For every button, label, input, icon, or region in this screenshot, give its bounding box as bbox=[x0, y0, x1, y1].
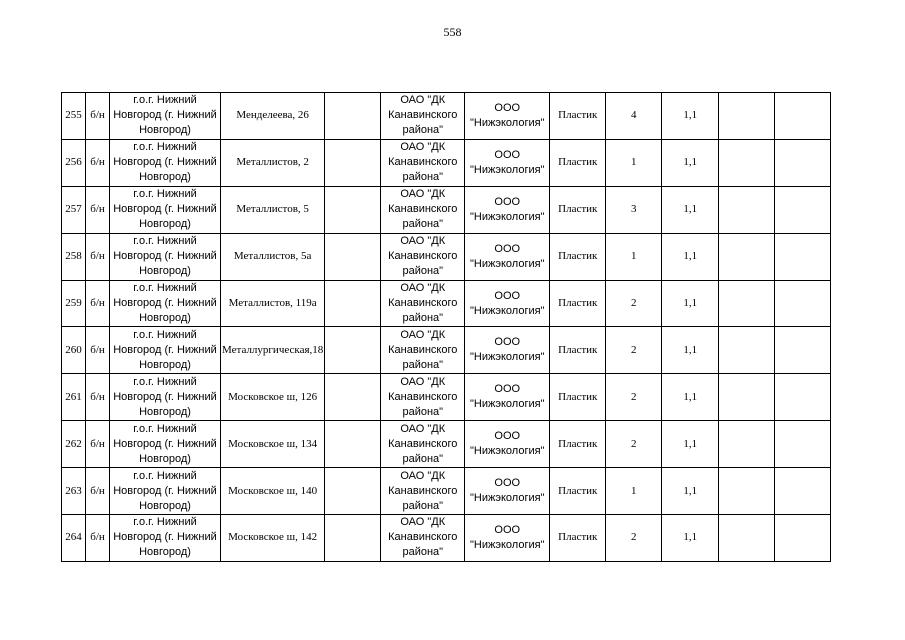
operator-cell: ООО "Нижэкология" bbox=[465, 515, 550, 562]
container-count-cell: 1 bbox=[606, 139, 662, 186]
material-cell: Пластик bbox=[550, 186, 606, 233]
row-code-cell: б/н bbox=[86, 327, 110, 374]
empty-cell bbox=[325, 327, 381, 374]
street-address-cell: Металлистов, 2 bbox=[221, 139, 325, 186]
operator-cell: ООО "Нижэкология" bbox=[465, 280, 550, 327]
volume-cell: 1,1 bbox=[662, 280, 719, 327]
operator-cell: ООО "Нижэкология" bbox=[465, 93, 550, 140]
row-number-cell: 260 bbox=[62, 327, 86, 374]
locality-cell: г.о.г. Нижний Новгород (г. Нижний Новгород) bbox=[110, 468, 221, 515]
container-count-cell: 2 bbox=[606, 327, 662, 374]
table-body bbox=[62, 93, 831, 562]
container-count-cell: 2 bbox=[606, 421, 662, 468]
empty-cell bbox=[775, 233, 831, 280]
locality-cell: г.о.г. Нижний Новгород (г. Нижний Новгород) bbox=[110, 327, 221, 374]
table-row bbox=[62, 233, 831, 280]
container-count-cell: 2 bbox=[606, 374, 662, 421]
empty-cell bbox=[775, 374, 831, 421]
empty-cell bbox=[719, 233, 775, 280]
empty-cell bbox=[325, 186, 381, 233]
container-count-cell: 4 bbox=[606, 93, 662, 140]
empty-cell bbox=[325, 468, 381, 515]
empty-cell bbox=[325, 421, 381, 468]
street-address-cell: Металлистов, 5 bbox=[221, 186, 325, 233]
empty-cell bbox=[775, 421, 831, 468]
row-code-cell: б/н bbox=[86, 421, 110, 468]
container-count-cell: 2 bbox=[606, 515, 662, 562]
locality-cell: г.о.г. Нижний Новгород (г. Нижний Новгород) bbox=[110, 186, 221, 233]
table-row bbox=[62, 327, 831, 374]
row-code-cell: б/н bbox=[86, 280, 110, 327]
locality-cell: г.о.г. Нижний Новгород (г. Нижний Новгород) bbox=[110, 233, 221, 280]
table-row bbox=[62, 515, 831, 562]
empty-cell bbox=[719, 515, 775, 562]
owner-cell: ОАО "ДК Канавинского района" bbox=[381, 280, 465, 327]
table-row bbox=[62, 186, 831, 233]
row-code-cell: б/н bbox=[86, 374, 110, 421]
table-row bbox=[62, 139, 831, 186]
owner-cell: ОАО "ДК Канавинского района" bbox=[381, 186, 465, 233]
volume-cell: 1,1 bbox=[662, 468, 719, 515]
owner-cell: ОАО "ДК Канавинского района" bbox=[381, 327, 465, 374]
empty-cell bbox=[775, 515, 831, 562]
empty-cell bbox=[775, 186, 831, 233]
empty-cell bbox=[325, 139, 381, 186]
empty-cell bbox=[719, 139, 775, 186]
material-cell: Пластик bbox=[550, 233, 606, 280]
empty-cell bbox=[719, 374, 775, 421]
owner-cell: ОАО "ДК Канавинского района" bbox=[381, 233, 465, 280]
locality-cell: г.о.г. Нижний Новгород (г. Нижний Новгород) bbox=[110, 280, 221, 327]
street-address-cell: Менделеева, 26 bbox=[221, 93, 325, 140]
row-code-cell: б/н bbox=[86, 515, 110, 562]
row-number-cell: 257 bbox=[62, 186, 86, 233]
street-address-cell: Металлургическая,18 bbox=[221, 327, 325, 374]
volume-cell: 1,1 bbox=[662, 515, 719, 562]
empty-cell bbox=[719, 468, 775, 515]
owner-cell: ОАО "ДК Канавинского района" bbox=[381, 93, 465, 140]
operator-cell: ООО "Нижэкология" bbox=[465, 468, 550, 515]
row-number-cell: 255 bbox=[62, 93, 86, 140]
empty-cell bbox=[325, 374, 381, 421]
material-cell: Пластик bbox=[550, 327, 606, 374]
empty-cell bbox=[325, 515, 381, 562]
table-row bbox=[62, 421, 831, 468]
empty-cell bbox=[719, 421, 775, 468]
volume-cell: 1,1 bbox=[662, 233, 719, 280]
volume-cell: 1,1 bbox=[662, 327, 719, 374]
operator-cell: ООО "Нижэкология" bbox=[465, 374, 550, 421]
owner-cell: ОАО "ДК Канавинского района" bbox=[381, 421, 465, 468]
row-number-cell: 256 bbox=[62, 139, 86, 186]
empty-cell bbox=[775, 468, 831, 515]
operator-cell: ООО "Нижэкология" bbox=[465, 186, 550, 233]
owner-cell: ОАО "ДК Канавинского района" bbox=[381, 515, 465, 562]
material-cell: Пластик bbox=[550, 421, 606, 468]
volume-cell: 1,1 bbox=[662, 421, 719, 468]
row-code-cell: б/н bbox=[86, 186, 110, 233]
volume-cell: 1,1 bbox=[662, 186, 719, 233]
row-number-cell: 259 bbox=[62, 280, 86, 327]
locality-cell: г.о.г. Нижний Новгород (г. Нижний Новгород) bbox=[110, 515, 221, 562]
material-cell: Пластик bbox=[550, 280, 606, 327]
empty-cell bbox=[719, 280, 775, 327]
table-row bbox=[62, 280, 831, 327]
container-sites-table bbox=[61, 92, 831, 562]
empty-cell bbox=[325, 233, 381, 280]
table-row bbox=[62, 374, 831, 421]
material-cell: Пластик bbox=[550, 468, 606, 515]
owner-cell: ОАО "ДК Канавинского района" bbox=[381, 374, 465, 421]
street-address-cell: Металлистов, 5а bbox=[221, 233, 325, 280]
locality-cell: г.о.г. Нижний Новгород (г. Нижний Новгород) bbox=[110, 93, 221, 140]
table-row bbox=[62, 93, 831, 140]
empty-cell bbox=[325, 93, 381, 140]
street-address-cell: Металлистов, 119а bbox=[221, 280, 325, 327]
operator-cell: ООО "Нижэкология" bbox=[465, 327, 550, 374]
operator-cell: ООО "Нижэкология" bbox=[465, 421, 550, 468]
material-cell: Пластик bbox=[550, 139, 606, 186]
volume-cell: 1,1 bbox=[662, 374, 719, 421]
street-address-cell: Московское ш, 126 bbox=[221, 374, 325, 421]
empty-cell bbox=[775, 93, 831, 140]
container-count-cell: 2 bbox=[606, 280, 662, 327]
street-address-cell: Московское ш, 134 bbox=[221, 421, 325, 468]
container-count-cell: 1 bbox=[606, 233, 662, 280]
volume-cell: 1,1 bbox=[662, 139, 719, 186]
owner-cell: ОАО "ДК Канавинского района" bbox=[381, 139, 465, 186]
locality-cell: г.о.г. Нижний Новгород (г. Нижний Новгород) bbox=[110, 374, 221, 421]
locality-cell: г.о.г. Нижний Новгород (г. Нижний Новгород) bbox=[110, 139, 221, 186]
material-cell: Пластик bbox=[550, 93, 606, 140]
row-code-cell: б/н bbox=[86, 93, 110, 140]
row-number-cell: 263 bbox=[62, 468, 86, 515]
street-address-cell: Московское ш, 142 bbox=[221, 515, 325, 562]
row-number-cell: 258 bbox=[62, 233, 86, 280]
empty-cell bbox=[775, 280, 831, 327]
container-count-cell: 1 bbox=[606, 468, 662, 515]
row-number-cell: 261 bbox=[62, 374, 86, 421]
street-address-cell: Московское ш, 140 bbox=[221, 468, 325, 515]
empty-cell bbox=[719, 327, 775, 374]
row-code-cell: б/н bbox=[86, 139, 110, 186]
operator-cell: ООО "Нижэкология" bbox=[465, 233, 550, 280]
row-number-cell: 262 bbox=[62, 421, 86, 468]
owner-cell: ОАО "ДК Канавинского района" bbox=[381, 468, 465, 515]
volume-cell: 1,1 bbox=[662, 93, 719, 140]
row-number-cell: 264 bbox=[62, 515, 86, 562]
container-count-cell: 3 bbox=[606, 186, 662, 233]
locality-cell: г.о.г. Нижний Новгород (г. Нижний Новгород) bbox=[110, 421, 221, 468]
empty-cell bbox=[325, 280, 381, 327]
table-row bbox=[62, 468, 831, 515]
page-number: 558 bbox=[443, 25, 462, 39]
empty-cell bbox=[719, 93, 775, 140]
material-cell: Пластик bbox=[550, 374, 606, 421]
row-code-cell: б/н bbox=[86, 233, 110, 280]
empty-cell bbox=[775, 139, 831, 186]
empty-cell bbox=[775, 327, 831, 374]
empty-cell bbox=[719, 186, 775, 233]
row-code-cell: б/н bbox=[86, 468, 110, 515]
material-cell: Пластик bbox=[550, 515, 606, 562]
operator-cell: ООО "Нижэкология" bbox=[465, 139, 550, 186]
